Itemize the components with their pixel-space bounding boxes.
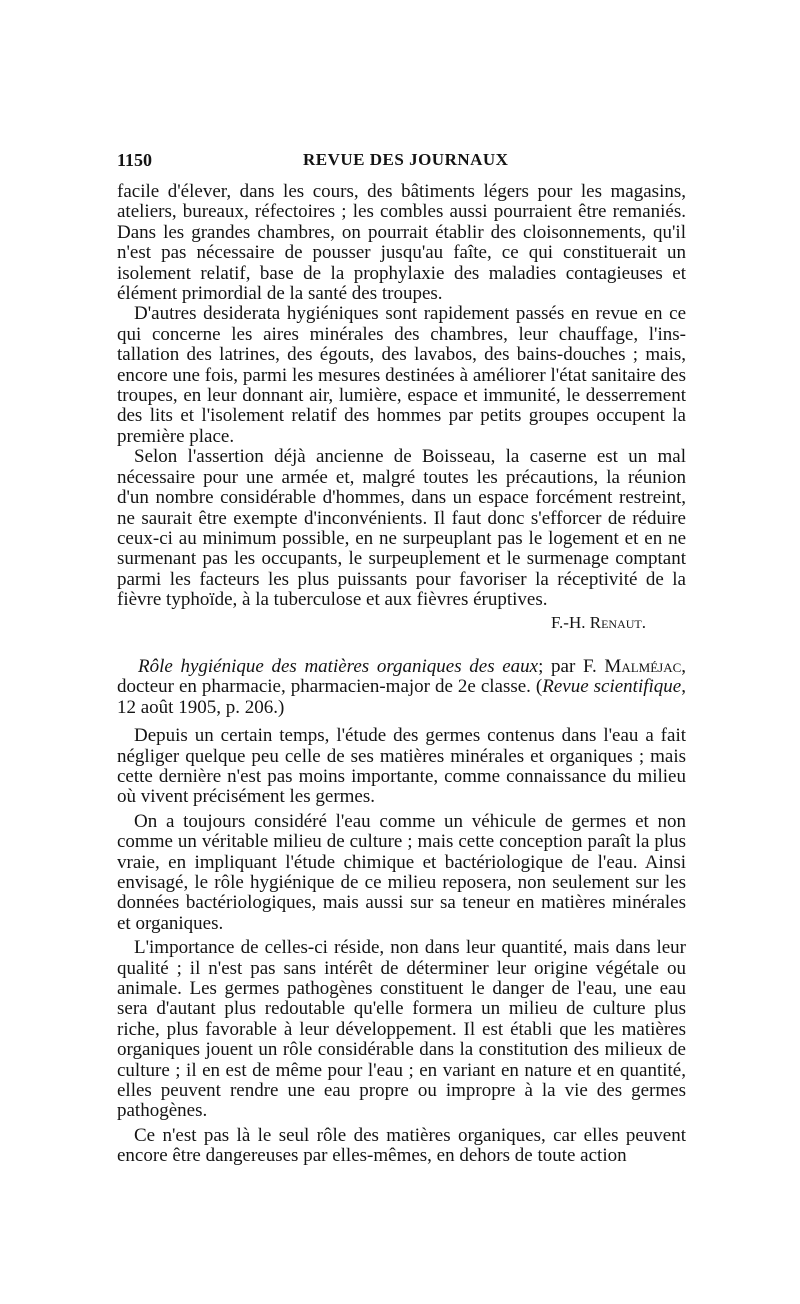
paragraph-desiderata: D'autres desiderata hygiéniques sont rapidement passés en revue en ce qui concerne les aires minérales des chambres, leur chauffage, l'installation des latrines, des égouts, des lavabos, des bains-douches ; mais, encore une fois, parmi les mesures destinées à améliorer l'état sanitaire des troupes, en leur donnant air, lumière, espace et immunité, le desserrement des lits et l'isolement relatif des hommes par petits groupes occupent la première place. bbox=[117, 303, 686, 447]
paragraph-continued: facile d'élever, dans les cours, des bâtiments légers pour les magasins, ateliers, bureaux, réfectoires ; les combles aussi pourraient être remaniés. Dans les grandes chambres, on pourrait établir des cloisonnements, qu'il n'est pas nécessaire de pousser jusqu'au faîte, ce qui constituerait un isolement relatif, base de la prophylaxie des maladies contagieuses et élément primordial de la santé des troupes. bbox=[117, 181, 686, 305]
page-header bbox=[117, 146, 686, 176]
article-source: Revue scientifique bbox=[542, 676, 682, 698]
signature bbox=[117, 613, 686, 633]
page-number: 1150 bbox=[117, 150, 153, 170]
article-by: ; par F. bbox=[538, 655, 605, 677]
article-credentials: , docteur en pharmacie, pharmacien-major de 2e classe. ( bbox=[117, 655, 687, 698]
paragraph-vehicule: On a toujours considéré l'eau comme un véhicule de germes et non comme un véritable milieu de culture ; mais cette conception paraît la plus vraie, en impliquant l'étude chimique et bactériologique de l'eau. Ainsi envisagé, le rôle hygiénique de ce milieu reposera, non seulement sur les données bactériologiques, mais aussi sur sa teneur en matières minérales et organiques. bbox=[117, 810, 686, 934]
paragraph-boisseau: Selon l'assertion déjà ancienne de Boisseau, la caserne est un mal nécessaire pour une armée et, malgré toutes les précautions, la réunion d'un nombre considérable d'hommes, dans un espace forcément restreint, ne saurait être exempte d'inconvénients. Il faut donc s'efforcer de réduire ceux-ci au minimum possible, en ne surpeuplant pas le logement et en ne surmenant pas les occupants, le surpeuplement et le surmenage comptant parmi les facteurs les plus puissants pour favoriser la réceptivité de la fièvre typhoïde, à la tuberculose et aux fièvres éruptives. bbox=[117, 446, 686, 611]
article-title: Rôle hygiénique des matières organiques des eaux bbox=[138, 655, 539, 677]
paragraph-role: Ce n'est pas là le seul rôle des matières organiques, car elles peuvent encore être dangereuses par elles-mêmes, en dehors de toute action bbox=[117, 1124, 686, 1167]
article-heading bbox=[117, 657, 686, 718]
article-date: , 12 août 1905, p. 206.) bbox=[117, 676, 686, 718]
article-author: Malméjac bbox=[604, 655, 682, 677]
running-title: REVUE DES JOURNAUX bbox=[303, 150, 509, 169]
text-column bbox=[117, 182, 686, 1167]
paragraph-importance: L'importance de celles-ci réside, non dans leur quantité, mais dans leur qualité ; il n'est pas sans intérêt de déterminer leur origine végétale ou animale. Les germes pathogènes constituent le danger de l'eau, une eau sera d'autant plus redoutable qu'elle formera un milieu de culture plus riche, plus favorable à leur développement. Il est établi que les matières organiques jouent un rôle considérable dans la constitution des milieux de culture ; il en est de même pour l'eau ; en variant en nature et en quantité, elles peuvent rendre une eau propre ou impropre à la vie des germes pathogènes. bbox=[117, 937, 686, 1122]
signature-name: F.-H. Renaut. bbox=[550, 612, 646, 632]
paragraph-germes: Depuis un certain temps, l'étude des germes contenus dans l'eau a fait négliger quelque peu celle de ses matières minérales et organiques ; mais cette dernière n'est pas moins importante, comme connaissance du milieu où vivent précisément les germes. bbox=[117, 725, 686, 808]
